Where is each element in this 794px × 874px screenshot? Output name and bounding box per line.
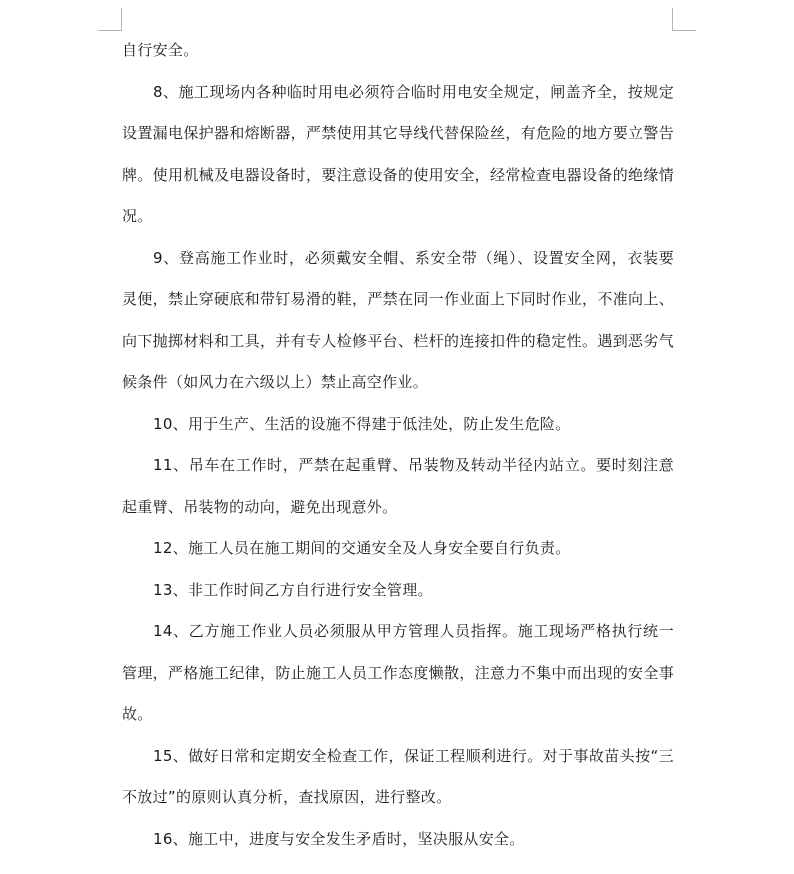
margin-corner-mark-right (672, 8, 696, 31)
document-body (122, 30, 674, 860)
paragraph-item-12: 12、施工人员在施工期间的交通安全及人身安全要自行负责。 (153, 539, 571, 557)
margin-corner-mark-left (98, 8, 122, 31)
paragraph-item-8: 8、施工现场内各种临时用电必须符合临时用电安全规定，闸盖齐全，按规定设置漏电保护器和熔断器，严禁使用其它导线代替保险丝，有危险的地方要立警告牌。使用机械及电器设备时，要注意设备的使用安全，经常检查电器设备的绝缘情况。 (122, 82, 674, 225)
paragraph-item-15: 15、做好日常和定期安全检查工作，保证工程顺利进行。对于事故苗头按“三不放过”的原则认真分析，查找原因，进行整改。 (122, 746, 674, 806)
paragraph-item-9: 9、登高施工作业时，必须戴安全帽、系安全带（绳）、设置安全网，衣装要灵便，禁止穿硬底和带钉易滑的鞋，严禁在同一作业面上下同时作业，不准向上、向下抛掷材料和工具，并有专人检修平台、栏杆的连接扣件的稳定性。遇到恶劣气候条件（如风力在六级以上）禁止高空作业。 (122, 248, 674, 391)
paragraph-item-14: 14、乙方施工作业人员必须服从甲方管理人员指挥。施工现场严格执行统一管理，严格施工纪律，防止施工人员工作态度懒散，注意力不集中而出现的安全事故。 (122, 622, 674, 723)
paragraph-continuation: 自行安全。 (122, 41, 199, 59)
paragraph-item-13: 13、非工作时间乙方自行进行安全管理。 (153, 580, 433, 599)
paragraph-item-10: 10、用于生产、生活的设施不得建于低洼处，防止发生危险。 (153, 414, 571, 433)
paragraph-item-11: 11、吊车在工作时，严禁在起重臂、吊装物及转动半径内站立。要时刻注意起重臂、吊装物的动向，避免出现意外。 (122, 456, 674, 516)
paragraph-item-16: 16、施工中，进度与安全发生矛盾时，坚决服从安全。 (153, 829, 525, 848)
